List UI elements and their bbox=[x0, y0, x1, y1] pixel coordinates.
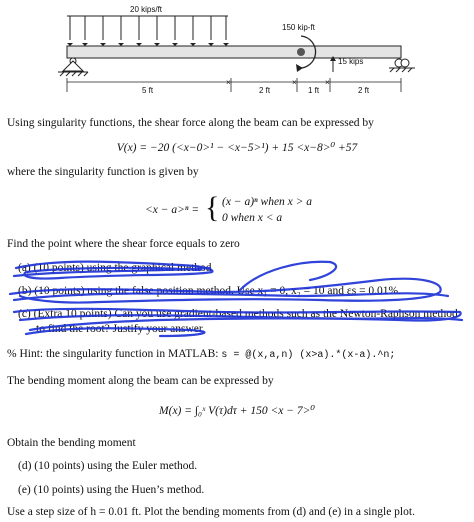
item-b: (b) (10 points) using the false position method. Use x₁ = 0, x₂ = 10 and εs = 0.01%. bbox=[18, 285, 402, 297]
distributed-load-label: 20 kips/ft bbox=[130, 5, 163, 14]
hint-code: s = @(x,a,n) (x>a).*(x-a).^n; bbox=[221, 350, 396, 361]
item-e: (e) (10 points) using the Huen’s method. bbox=[18, 484, 205, 496]
point-load-label: 15 kips bbox=[338, 57, 364, 66]
find-zero-paragraph: Find the point where the shear force equals to zero bbox=[7, 238, 240, 250]
item-c-line-2: to find the root? Justify your answer. bbox=[36, 323, 205, 335]
moment-equation: M(x) = ∫₀ˣ V(τ)dτ + 150 <x − 7>⁰ bbox=[159, 405, 315, 417]
shear-equation: V(x) = −20 (<x−0>¹ − <x−5>¹) + 15 <x−8>⁰ +57 bbox=[116, 142, 358, 154]
intro-paragraph: Using singularity functions, the shear force along the beam can be expressed by bbox=[7, 117, 374, 129]
dim-label-1: 5 ft bbox=[142, 86, 154, 95]
item-c-line-1: (c) (Extra 10 points) Can you use gradient-based methods such as the Newton-Raphson method bbox=[18, 308, 458, 320]
moment-paragraph: The bending moment along the beam can be expressed by bbox=[7, 375, 274, 387]
beam-diagram bbox=[0, 0, 474, 100]
singularity-paragraph: where the singularity function is given by bbox=[7, 166, 199, 178]
singularity-lhs: <x − a>ⁿ = bbox=[145, 204, 200, 216]
dim-label-2: 2 ft bbox=[259, 86, 271, 95]
brace: { bbox=[205, 191, 220, 224]
svg-text:×: × bbox=[325, 78, 330, 87]
item-d: (d) (10 points) using the Euler method. bbox=[18, 460, 198, 472]
svg-text:×: × bbox=[292, 78, 297, 87]
hint-prefix: % Hint: the singularity function in MATLAB: bbox=[7, 348, 222, 360]
matlab-hint bbox=[7, 348, 395, 361]
item-a: (a) (10 points) using the graphical method bbox=[18, 262, 212, 274]
dim-label-4: 2 ft bbox=[358, 86, 370, 95]
singularity-case-1: (x − a)ⁿ when x > a bbox=[222, 196, 313, 208]
svg-text:×: × bbox=[226, 78, 231, 87]
obtain-paragraph: Obtain the bending moment bbox=[7, 437, 136, 449]
step-size-paragraph: Use a step size of h = 0.01 ft. Plot the bending moments from (d) and (e) in a single plot. bbox=[7, 506, 415, 518]
singularity-case-2: 0 when x < a bbox=[222, 212, 283, 224]
moment-label: 150 kip-ft bbox=[282, 23, 315, 32]
dim-label-3: 1 ft bbox=[308, 86, 320, 95]
